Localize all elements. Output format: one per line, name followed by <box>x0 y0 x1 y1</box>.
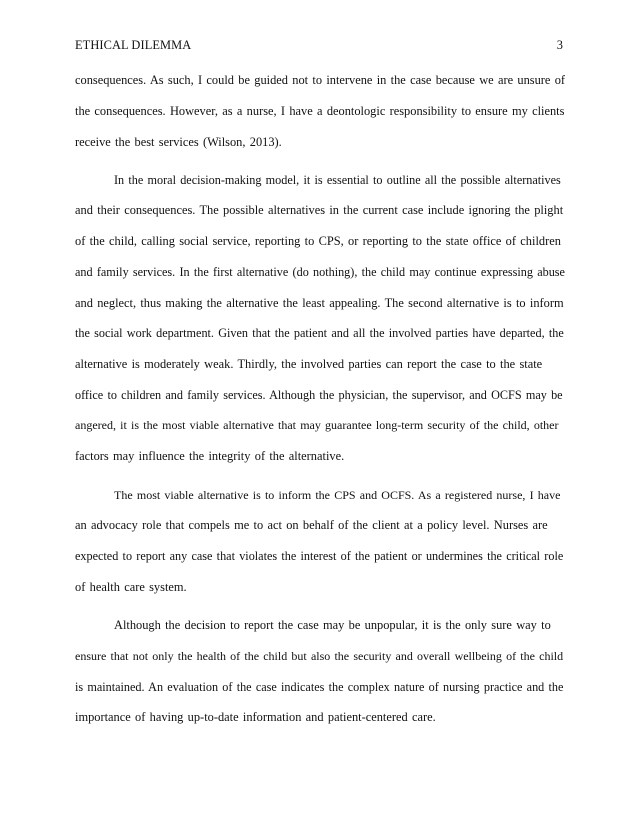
page-header <box>75 38 563 54</box>
paragraph-first-line: In the moral decision-making model, it is essential to outline all the possible alternatives <box>114 173 561 187</box>
text-line: receive the best services (Wilson, 2013). <box>75 135 282 149</box>
text-line: office to children and family services. Although the physician, the supervisor, and OCFS may be <box>75 388 563 402</box>
text-line: importance of having up-to-date information and patient-centered care. <box>75 710 436 724</box>
text-line: an advocacy role that compels me to act on behalf of the client at a policy level. Nurses are <box>75 518 548 532</box>
text-line: and family services. In the first alternative (do nothing), the child may continue expressing abuse <box>75 265 565 279</box>
text-line: factors may influence the integrity of the alternative. <box>75 449 345 463</box>
text-line: alternative is moderately weak. Thirdly, the involved parties can report the case to the state <box>75 357 543 371</box>
text-line: and their consequences. The possible alternatives in the current case include ignoring the plight <box>75 203 564 217</box>
text-line: ensure that not only the health of the child but also the security and overall wellbeing of the child <box>75 649 564 663</box>
text-line: consequences. As such, I could be guided not to intervene in the case because we are unsure of <box>75 73 566 87</box>
page-number: 3 <box>556 38 563 52</box>
text-line: of health care system. <box>75 580 187 594</box>
running-head: ETHICAL DILEMMA <box>75 38 192 52</box>
text-line: of the child, calling social service, reporting to CPS, or reporting to the state office of children <box>75 234 561 248</box>
text-line: and neglect, thus making the alternative the least appealing. The second alternative is to inform <box>75 296 564 310</box>
text-line: the consequences. However, as a nurse, I have a deontologic responsibility to ensure my clients <box>75 104 565 118</box>
text-line: is maintained. An evaluation of the case indicates the complex nature of nursing practice and the <box>75 680 564 694</box>
text-line: angered, it is the most viable alternative that may guarantee long-term security of the child, other <box>75 418 559 432</box>
text-line: expected to report any case that violates the interest of the patient or undermines the critical role <box>75 549 564 563</box>
paragraph-first-line: Although the decision to report the case may be unpopular, it is the only sure way to <box>114 618 551 632</box>
text-line: the social work department. Given that the patient and all the involved parties have departed, the <box>75 326 564 340</box>
paragraph-first-line: The most viable alternative is to inform the CPS and OCFS. As a registered nurse, I have <box>114 488 561 502</box>
